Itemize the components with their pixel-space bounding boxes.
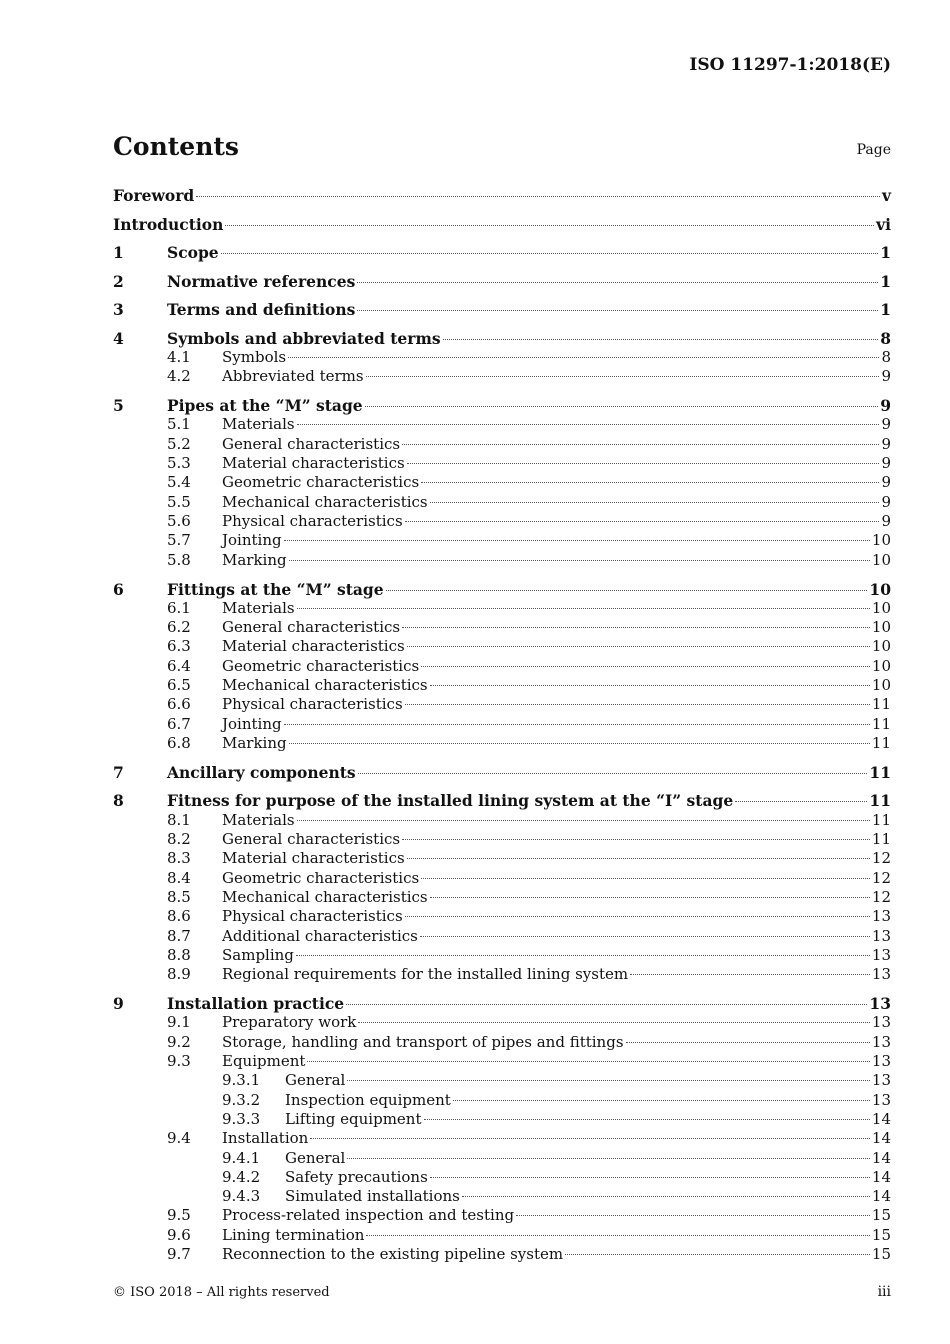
toc-entry[interactable]: [113, 599, 891, 618]
dot-leader: [407, 645, 870, 647]
toc-entry-title: Pipes at the “M” stage: [167, 396, 363, 416]
toc-entry-number: 6.5: [167, 676, 191, 694]
dot-leader: [310, 1137, 870, 1139]
toc-entry-title: Safety precautions: [285, 1167, 428, 1186]
toc-entry-number: 5.5: [167, 492, 191, 511]
toc-entry-number: 9.3: [167, 1052, 191, 1070]
toc-entry[interactable]: [113, 215, 891, 234]
dot-leader: [402, 626, 870, 628]
toc-entry-page: 11: [869, 762, 891, 782]
toc-entry[interactable]: [113, 811, 891, 830]
toc-entry-page: 14: [871, 1187, 891, 1206]
toc-entry-number: 3: [113, 300, 124, 319]
toc-entry-title: Preparatory work: [222, 1013, 357, 1032]
dot-leader: [297, 423, 880, 425]
toc-entry-number: 5.2: [167, 434, 191, 453]
footer-copyright: © ISO 2018 – All rights reserved: [113, 1285, 330, 1300]
dot-leader: [366, 375, 880, 377]
page-column-label: Page: [856, 142, 891, 158]
toc-entry-number: 6.4: [167, 656, 191, 675]
toc-entry-number: 9.4.2: [222, 1167, 261, 1186]
toc-entry[interactable]: [113, 946, 891, 965]
toc-entry-number: 8.2: [167, 830, 191, 848]
dot-leader: [565, 1253, 870, 1255]
toc-entry-title: Materials: [222, 415, 295, 434]
toc-entry[interactable]: [113, 1091, 891, 1110]
toc-entry[interactable]: [113, 1129, 891, 1148]
toc-entry-page: 14: [871, 1109, 891, 1128]
toc-entry[interactable]: [113, 830, 891, 849]
toc-entry[interactable]: [113, 396, 891, 415]
toc-entry-page: 1: [880, 300, 891, 319]
toc-entry-title: Abbreviated terms: [222, 367, 364, 386]
dot-leader: [421, 481, 879, 483]
toc-entry-page: 13: [871, 945, 891, 964]
toc-entry-page: 10: [871, 676, 891, 694]
toc-entry-page: 9: [881, 454, 891, 472]
toc-entry-page: 13: [871, 907, 891, 926]
toc-entry-title: Inspection equipment: [285, 1090, 451, 1109]
toc-entry-number: 5.6: [167, 511, 191, 530]
toc-entry-title: Scope: [167, 243, 219, 262]
dot-leader: [358, 772, 868, 774]
toc-entry-title: Geometric characteristics: [222, 473, 420, 492]
toc-entry-title: Geometric characteristics: [222, 868, 420, 887]
toc-entry-title: Installation practice: [167, 994, 345, 1014]
toc-entry-title: Material characteristics: [222, 637, 405, 656]
dot-leader: [630, 973, 870, 975]
toc-entry-title: Marking: [222, 733, 287, 752]
toc-entry-page: 13: [871, 926, 891, 945]
toc-entry-page: 11: [871, 830, 891, 848]
toc-entry-number: 9.3.2: [222, 1090, 261, 1109]
toc-entry-number: 8.7: [167, 926, 191, 945]
toc-entry-number: 5.7: [167, 531, 191, 550]
dot-leader: [386, 589, 868, 591]
toc-entry[interactable]: [113, 1071, 891, 1090]
toc-entry-number: 9.4: [167, 1129, 191, 1148]
toc-entry-number: 6.3: [167, 637, 191, 656]
toc-entry-title: Geometric characteristics: [222, 656, 420, 675]
toc-entry[interactable]: [113, 454, 891, 473]
dot-leader: [288, 356, 879, 358]
toc-entry-page: 10: [871, 531, 891, 550]
dot-leader: [443, 338, 879, 340]
toc-entry-page: 13: [871, 1071, 891, 1090]
dot-leader: [405, 703, 870, 705]
toc-entry[interactable]: [113, 367, 891, 386]
dot-leader: [407, 462, 880, 464]
dot-leader: [424, 1118, 870, 1120]
toc-entry-page: 9: [881, 367, 891, 386]
toc-entry[interactable]: [113, 1052, 891, 1071]
dot-leader: [346, 1003, 867, 1005]
toc-entry-number: 6.6: [167, 695, 191, 714]
dot-leader: [430, 896, 870, 898]
toc-entry[interactable]: [113, 869, 891, 888]
toc-entry-number: 5.8: [167, 550, 191, 569]
toc-entry-page: 9: [881, 434, 891, 453]
toc-entry-number: 6.1: [167, 598, 191, 617]
toc-entry-page: 13: [869, 994, 891, 1014]
toc-entry-title: Installation: [222, 1129, 309, 1148]
toc-entry-number: 5.3: [167, 454, 191, 472]
toc-entry[interactable]: [113, 734, 891, 753]
toc-entry-title: Physical characteristics: [222, 511, 403, 530]
toc-entry-number: 9.6: [167, 1225, 191, 1244]
toc-entry-number: 5.4: [167, 473, 191, 492]
dot-leader: [626, 1041, 870, 1043]
toc-entry-page: 14: [871, 1129, 891, 1148]
toc-entry-number: 9.3.1: [222, 1071, 261, 1090]
toc-entry[interactable]: [113, 1110, 891, 1129]
dot-leader: [420, 935, 870, 937]
toc-entry-number: 5: [113, 396, 124, 416]
toc-entry-title: Simulated installations: [285, 1187, 460, 1206]
toc-entry[interactable]: [113, 493, 891, 512]
dot-leader: [289, 742, 870, 744]
toc-entry-page: 14: [871, 1167, 891, 1186]
toc-entry-page: 9: [881, 473, 891, 492]
toc-entry-page: 10: [869, 579, 891, 599]
toc-entry[interactable]: [113, 927, 891, 946]
dot-leader: [284, 723, 870, 725]
toc-entry[interactable]: [113, 415, 891, 434]
toc-entry-title: Lining termination: [222, 1225, 365, 1244]
toc-entry-page: v: [881, 186, 891, 205]
toc-entry[interactable]: [113, 1187, 891, 1206]
toc-entry[interactable]: [113, 907, 891, 926]
toc-entry[interactable]: [113, 657, 891, 676]
toc-entry[interactable]: [113, 329, 891, 348]
toc-entry-title: General characteristics: [222, 434, 401, 453]
toc-entry-page: 10: [871, 618, 891, 637]
dot-leader: [735, 800, 867, 802]
toc-entry-page: 1: [880, 271, 891, 291]
toc-entry[interactable]: [113, 715, 891, 734]
toc-entry-title: Mechanical characteristics: [222, 887, 428, 906]
toc-entry[interactable]: [113, 763, 891, 782]
toc-entry-number: 9.5: [167, 1206, 191, 1225]
toc-entry-number: 4: [113, 328, 124, 348]
dot-leader: [430, 1176, 870, 1178]
toc-entry-page: 8: [881, 347, 891, 366]
toc-entry-page: 12: [871, 868, 891, 887]
toc-entry-title: Storage, handling and transport of pipes and fittings: [222, 1032, 624, 1051]
toc-entry[interactable]: [113, 580, 891, 599]
toc-entry-title: Introduction: [113, 214, 224, 234]
toc-entry[interactable]: [113, 1033, 891, 1052]
toc-entry[interactable]: [113, 1149, 891, 1168]
toc-entry-page: 15: [871, 1245, 891, 1263]
toc-entry-page: 11: [871, 810, 891, 829]
toc-entry-number: 9.3.3: [222, 1109, 261, 1128]
toc-entry-page: 8: [880, 328, 891, 348]
toc-entry-title: General: [285, 1071, 346, 1090]
toc-entry-number: 8.9: [167, 965, 191, 984]
toc-entry[interactable]: [113, 1226, 891, 1245]
toc-entry[interactable]: [113, 965, 891, 984]
toc-entry-page: 13: [871, 1090, 891, 1109]
toc-entry-title: General characteristics: [222, 618, 401, 637]
toc-entry-number: 7: [113, 762, 124, 782]
toc-entry-page: 15: [871, 1206, 891, 1225]
toc-entry-number: 9.4.3: [222, 1187, 261, 1206]
toc-entry-number: 8.8: [167, 945, 191, 964]
dot-leader: [357, 309, 878, 311]
toc-entry-page: 10: [871, 598, 891, 617]
toc-entry-number: 8.1: [167, 810, 191, 829]
toc-entry-page: 14: [871, 1148, 891, 1167]
toc-entry-title: Marking: [222, 550, 287, 569]
toc-entry-page: 12: [871, 887, 891, 906]
toc-entry-number: 5.1: [167, 415, 191, 434]
toc-entry[interactable]: [113, 531, 891, 550]
toc-entry[interactable]: [113, 1168, 891, 1187]
toc-entry-page: vi: [876, 214, 891, 234]
toc-entry-page: 12: [871, 849, 891, 868]
toc-entry-number: 8.4: [167, 868, 191, 887]
toc-entry-title: Equipment: [222, 1052, 306, 1070]
dot-leader: [284, 539, 870, 541]
toc-entry[interactable]: [113, 1013, 891, 1032]
toc-entry-page: 13: [871, 1032, 891, 1051]
toc-entry[interactable]: [113, 435, 891, 454]
toc-entry[interactable]: [113, 637, 891, 656]
dot-leader: [358, 1021, 870, 1023]
dot-leader: [402, 838, 870, 840]
toc-entry-number: 1: [113, 243, 124, 262]
toc-entry-page: 11: [871, 695, 891, 714]
toc-entry[interactable]: [113, 300, 891, 319]
dot-leader: [516, 1214, 870, 1216]
toc-entry-number: 9.1: [167, 1013, 191, 1032]
toc-entry-title: Mechanical characteristics: [222, 676, 428, 694]
toc-entry-title: Fitness for purpose of the installed lining system at the “I” stage: [167, 791, 734, 811]
toc-entry-page: 9: [881, 511, 891, 530]
dot-leader: [421, 877, 870, 879]
toc-entry-number: 6.8: [167, 733, 191, 752]
toc-entry-title: Materials: [222, 598, 295, 617]
toc-entry[interactable]: [113, 695, 891, 714]
toc-entry-title: Foreword: [113, 186, 195, 205]
toc-entry-number: 9: [113, 994, 124, 1014]
table-of-contents: [113, 0, 891, 1344]
toc-entry-number: 8.3: [167, 849, 191, 868]
toc-entry-number: 8.6: [167, 907, 191, 926]
dot-leader: [289, 559, 870, 561]
dot-leader: [421, 665, 870, 667]
toc-entry[interactable]: [113, 551, 891, 570]
toc-entry[interactable]: [113, 186, 891, 205]
dot-leader: [453, 1099, 870, 1101]
toc-entry-page: 10: [871, 656, 891, 675]
toc-entry-page: 10: [871, 637, 891, 656]
toc-entry[interactable]: [113, 348, 891, 367]
dot-leader: [407, 857, 870, 859]
toc-entry-page: 9: [881, 492, 891, 511]
toc-entry-page: 15: [871, 1225, 891, 1244]
toc-entry-page: 13: [871, 1013, 891, 1032]
toc-entry-title: Regional requirements for the installed lining system: [222, 965, 629, 984]
toc-entry[interactable]: [113, 272, 891, 291]
dot-leader: [296, 954, 870, 956]
toc-entry-number: 8.5: [167, 887, 191, 906]
toc-entry-title: Material characteristics: [222, 454, 405, 472]
toc-entry[interactable]: [113, 512, 891, 531]
toc-entry-title: Material characteristics: [222, 849, 405, 868]
toc-entry-number: 6.7: [167, 714, 191, 733]
dot-leader: [225, 224, 874, 226]
toc-entry-number: 9.2: [167, 1032, 191, 1051]
toc-entry-title: Materials: [222, 810, 295, 829]
toc-entry-title: Ancillary components: [167, 762, 356, 782]
dot-leader: [366, 1234, 869, 1236]
dot-leader: [402, 443, 879, 445]
dot-leader: [430, 501, 880, 503]
dot-leader: [347, 1079, 870, 1081]
toc-entry-title: Lifting equipment: [285, 1109, 422, 1128]
toc-entry[interactable]: [113, 1245, 891, 1264]
toc-entry-title: Process-related inspection and testing: [222, 1206, 515, 1225]
toc-entry-title: Mechanical characteristics: [222, 492, 428, 511]
toc-entry-page: 1: [880, 243, 891, 262]
dot-leader: [196, 195, 880, 197]
dot-leader: [405, 915, 870, 917]
toc-entry-number: 4.1: [167, 347, 191, 366]
toc-entry[interactable]: [113, 1206, 891, 1225]
toc-entry-page: 11: [871, 733, 891, 752]
toc-entry-page: 10: [871, 550, 891, 569]
toc-entry[interactable]: [113, 676, 891, 695]
toc-entry-title: Physical characteristics: [222, 907, 403, 926]
toc-entry[interactable]: [113, 791, 891, 810]
toc-entry[interactable]: [113, 849, 891, 868]
toc-entry-title: Fittings at the “M” stage: [167, 579, 384, 599]
toc-entry-title: General: [285, 1148, 346, 1167]
toc-entry-page: 11: [871, 714, 891, 733]
dot-leader: [307, 1060, 870, 1062]
dot-leader: [405, 520, 880, 522]
toc-entry-title: Physical characteristics: [222, 695, 403, 714]
toc-entry-number: 9.7: [167, 1245, 191, 1263]
toc-entry-page: 11: [869, 791, 891, 811]
toc-entry-page: 9: [880, 396, 891, 416]
toc-entry-title: Additional characteristics: [222, 926, 418, 945]
toc-entry[interactable]: [113, 994, 891, 1013]
toc-entry-title: Symbols: [222, 347, 287, 366]
footer-page-number: iii: [877, 1284, 891, 1300]
toc-entry-page: 13: [871, 1052, 891, 1070]
dot-leader: [221, 252, 879, 254]
toc-entry-title: Sampling: [222, 945, 294, 964]
toc-entry-number: 4.2: [167, 367, 191, 386]
toc-entry[interactable]: [113, 243, 891, 262]
toc-entry-title: General characteristics: [222, 830, 401, 848]
toc-entry-number: 6.2: [167, 618, 191, 637]
toc-entry-number: 2: [113, 271, 124, 291]
dot-leader: [297, 819, 870, 821]
dot-leader: [365, 405, 879, 407]
dot-leader: [297, 607, 870, 609]
dot-leader: [430, 684, 870, 686]
toc-entry-page: 9: [881, 415, 891, 434]
toc-entry-number: 8: [113, 791, 124, 811]
dot-leader: [462, 1195, 870, 1197]
toc-entry-number: 9.4.1: [222, 1148, 261, 1167]
toc-entry-title: Reconnection to the existing pipeline system: [222, 1245, 564, 1263]
toc-entry-title: Symbols and abbreviated terms: [167, 328, 441, 348]
document-code: ISO 11297-1:2018(E): [689, 55, 891, 75]
dot-leader: [347, 1157, 870, 1159]
dot-leader: [357, 281, 878, 283]
toc-entry-title: Normative references: [167, 271, 356, 291]
toc-entry[interactable]: [113, 473, 891, 492]
toc-entry-title: Jointing: [222, 714, 282, 733]
contents-heading: Contents: [113, 132, 240, 161]
toc-entry-title: Jointing: [222, 531, 282, 550]
toc-entry[interactable]: [113, 888, 891, 907]
toc-entry[interactable]: [113, 618, 891, 637]
toc-entry-number: 6: [113, 579, 124, 599]
toc-entry-page: 13: [871, 965, 891, 984]
toc-entry-title: Terms and definitions: [167, 300, 356, 319]
